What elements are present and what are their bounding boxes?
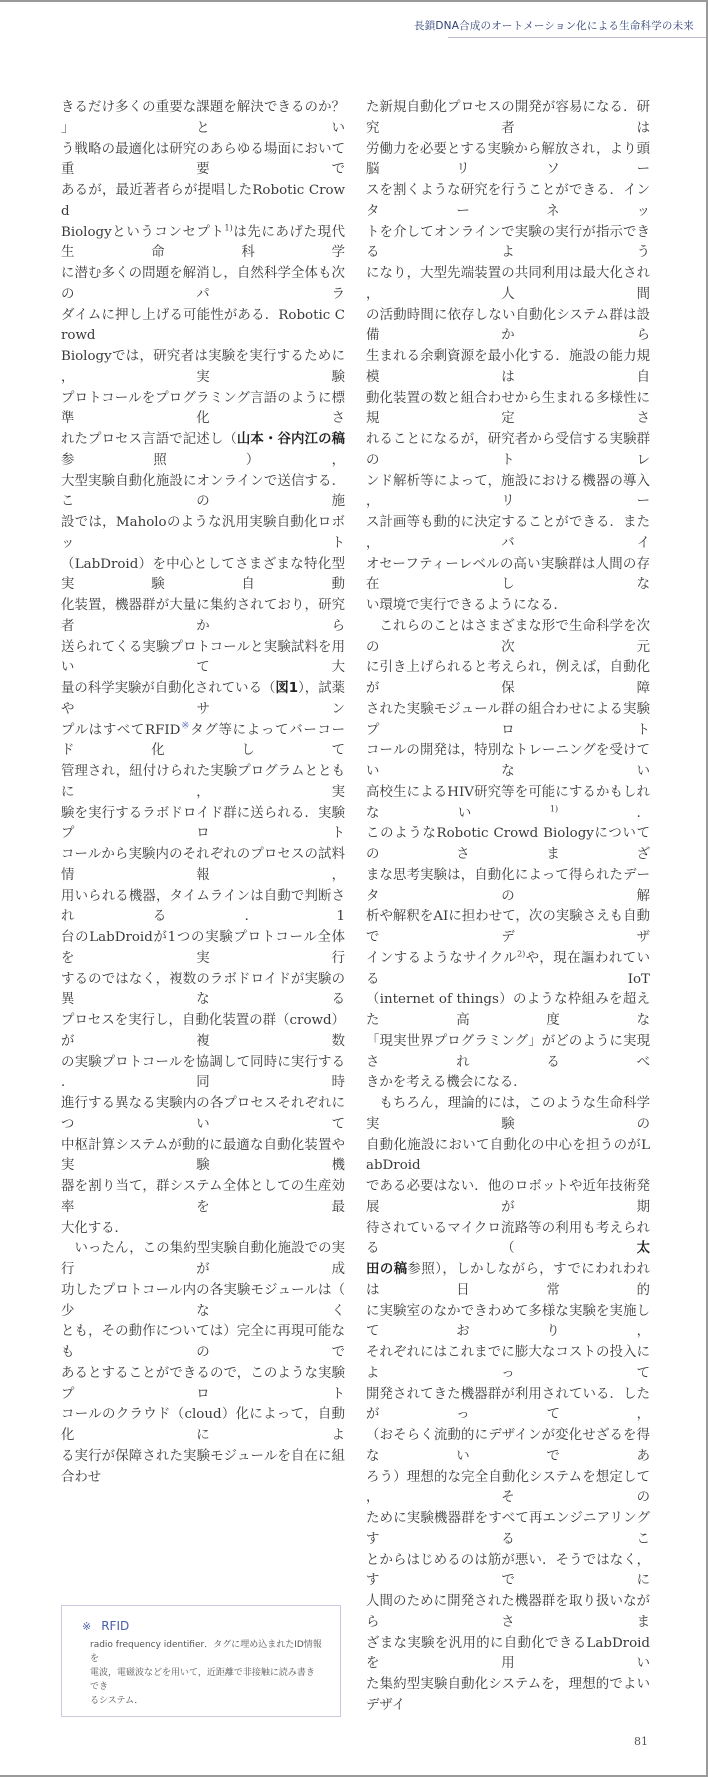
text-run: 器を割り当て，群システム全体としての生産効率を最 [61, 1179, 345, 1215]
text-line [366, 1136, 650, 1178]
text-line [366, 741, 650, 783]
text-run: 動化装置の数と組合わせから生まれる多様性に規定さ [366, 390, 650, 427]
text-run: とも，その動作については）完全に再現可能なもので [61, 1324, 345, 1360]
cross-reference: 図1 [275, 681, 299, 696]
text-line [61, 1239, 345, 1281]
text-line [366, 1551, 650, 1593]
text-run: まな思考実験は，自動化によって得られたデータの解 [366, 867, 650, 904]
footnote-body [82, 1638, 322, 1708]
text-line [61, 1136, 345, 1178]
text-run: Biologyというコンセプト [61, 224, 225, 240]
text-line [61, 223, 345, 265]
text-line [366, 949, 650, 991]
text-run: である必要はない．他のロボットや近年技術発展が期 [366, 1179, 650, 1215]
text-run: 労働力を必要とする実験から解放され，より頭脳リソー [366, 141, 650, 178]
text-run: になり，大型先端装置の共同利用は最大化され，人間 [366, 266, 650, 302]
text-run: に実験室のなかできわめて多様な実験を実施しており， [366, 1303, 650, 1340]
text-line [366, 264, 650, 306]
text-line [366, 1509, 650, 1551]
text-line [366, 1426, 650, 1468]
text-run: スを割くような研究を行うことができる．インターネッ [366, 183, 650, 219]
text-run: もちろん，理論的には，このような生命科学実験の [366, 1096, 650, 1132]
text-line [61, 1219, 345, 1240]
text-run: 進行する異なる実験内の各プロセスそれぞれについて [61, 1096, 345, 1132]
text-run: 大型実験自動化施設にオンラインで送信する．この施 [61, 473, 345, 510]
text-line [366, 1592, 650, 1634]
paragraph [366, 1094, 650, 1717]
text-line [61, 472, 345, 514]
text-run: 参照），しかしながら，すでにわれわれは日常的 [366, 1262, 651, 1298]
text-run: ），試薬やサン [61, 681, 345, 717]
text-line [61, 1405, 345, 1447]
citation-superscript: 1) [549, 804, 559, 814]
cross-reference: 太 [636, 1241, 650, 1257]
text-run: 参照）， [61, 452, 345, 468]
text-line [61, 264, 345, 306]
text-line [366, 347, 650, 389]
text-run: 化装置，機器群が大量に集約されており，研究者から [61, 598, 345, 634]
citation-superscript: 2) [517, 949, 526, 959]
text-line [61, 430, 345, 472]
text-run: あるとすることができるので，このような実験プロト [61, 1365, 345, 1402]
text-run: に引き上げられると考えられ，例えば，自動化が保障 [366, 660, 650, 696]
text-line [366, 389, 650, 431]
text-line [366, 1177, 650, 1219]
footnote-line: るシステム． [90, 1695, 144, 1706]
text-run: オセーフティーレベルの高い実験群は人間の存在しな [366, 556, 650, 593]
text-run: タグ等によってバーコード化して [61, 722, 345, 759]
text-run: 人間のために開発された機器群を取り扱いながらさま [366, 1594, 650, 1630]
text-run: （internet of things）のような枠組みを超えた高度な [366, 992, 650, 1028]
text-run: きるだけ多くの重要な課題を解決できるのか？」とい [61, 100, 345, 136]
text-line [366, 1094, 650, 1136]
text-run: 待されているマイクロ流路等の利用も考えられる（ [366, 1220, 650, 1257]
paragraph [366, 98, 650, 617]
footnote-box [61, 1605, 341, 1717]
reference-mark-icon: ※ [82, 1619, 92, 1633]
text-line [61, 181, 345, 223]
text-run: う戦略の最適化は研究のあらゆる場面において重要で [61, 141, 345, 178]
text-run: トを介してオンラインで実験の実行が指示できるよう [366, 224, 650, 261]
text-run: る実行が保障された実験モジュールを自在に組合わせ [61, 1448, 345, 1485]
text-line [61, 928, 345, 970]
text-line [61, 306, 345, 348]
text-run: ために実験機器群をすべて再エンジニアリングするこ [366, 1511, 650, 1547]
text-run: コールから実験内のそれぞれのプロセスの試料情報， [61, 847, 345, 883]
text-line [61, 679, 345, 721]
text-line [366, 555, 650, 597]
text-run: 験を実行するラボドロイド群に送られる．実験プロト [61, 805, 345, 842]
cross-reference: 田の稿 [366, 1262, 408, 1277]
text-line [366, 866, 650, 908]
text-run: （LabDroid）を中心としてさまざまな特化型実験自動 [61, 556, 345, 593]
text-line [61, 140, 345, 182]
text-line [61, 596, 345, 638]
text-line [61, 721, 345, 763]
footnote-mark: ※ [180, 720, 191, 732]
text-run: 生まれる余剰資源を最小化する．施設の能力規模は自 [366, 349, 650, 385]
page-footer [61, 1717, 650, 1777]
text-run: あるが，最近著者らが提唱したRobotic Crowd [61, 183, 345, 219]
text-run: れることになるが，研究者から受信する実験群のトレ [366, 432, 650, 468]
text-line [366, 596, 650, 617]
footnote-term: RFID [101, 1618, 130, 1633]
text-line [61, 804, 345, 846]
text-run: このようなRobotic Crowd Biologyについてのさまざ [366, 826, 650, 862]
text-run: ． [558, 805, 651, 821]
text-run: 中枢計算システムが動的に最適な自動化装置や実験機 [61, 1137, 345, 1174]
text-run: 開発されてきた機器群が利用されている．したがって， [366, 1386, 650, 1423]
text-run: Biologyでは，研究者は実験を実行するために，実験 [61, 349, 345, 385]
footnote-line: 電波，電磁波などを用いて，近距離で非接触に読み書きでき [90, 1667, 315, 1692]
text-line [366, 98, 650, 140]
text-run: 析や解釈をAIに担わせて，次の実験さえも自動でデザ [366, 909, 650, 945]
text-line [366, 1634, 650, 1676]
text-run: い環境で実行できるようになる． [366, 598, 567, 613]
cross-reference: 山本・谷内江の稿 [236, 432, 346, 447]
text-run: 台のLabDroidが1つの実験プロトコール全体を実行 [61, 930, 345, 966]
text-line [366, 990, 650, 1032]
text-run: た集約型実験自動化システムを，理想的でよいデザイ [366, 1677, 650, 1713]
left-column [61, 98, 345, 1717]
text-run: それぞれにはこれまでに膨大なコストの投入によって [366, 1345, 650, 1381]
text-run: いったん，この集約型実験自動化施設での実行が成 [61, 1241, 345, 1277]
running-header: 長鎖DNA合成のオートメーション化による生命科学の未来 [414, 20, 694, 32]
text-run: は先にあげた現代生命科学 [61, 224, 346, 261]
text-run: の実験プロトコールを協調して同時に実行する．同時 [61, 1054, 345, 1091]
text-run: インするようなサイクル [366, 950, 518, 966]
text-run: 送られてくる実験プロトコールと実験試料を用いて大 [61, 639, 345, 676]
text-line [61, 513, 345, 555]
text-line [366, 700, 650, 742]
text-run: （おそらく流動的にデザインが変化せざるを得ないであ [366, 1428, 650, 1464]
text-line [61, 1011, 345, 1053]
text-run: とからはじめるのは筋が悪い．そうではなく，すでに [366, 1552, 650, 1589]
text-line [366, 1032, 650, 1074]
text-line [61, 347, 345, 389]
text-run: れたプロセス言語で記述し（ [61, 432, 237, 447]
text-run: た新規自動化プロセスの開発が容易になる．研究者は [366, 100, 650, 136]
text-line [61, 887, 345, 929]
text-run: 「現実世界プログラミング」がどのように実現されるべ [366, 1033, 650, 1070]
text-run: ンド解析等によって，施設における機器の導入，リー [366, 473, 650, 510]
text-line [366, 1343, 650, 1385]
text-line [61, 1322, 345, 1364]
footnote-line: radio frequency identifier．タグに埋め込まれたID情報を [90, 1639, 322, 1664]
text-line [61, 1281, 345, 1323]
text-line [366, 617, 650, 659]
text-run: に潜む多くの問題を解消し，自然科学全体も次のパラ [61, 266, 345, 302]
text-line [61, 762, 345, 804]
text-run: 自動化施設において自動化の中心を担うのがLabDroid [366, 1137, 650, 1174]
text-run: 管理され，紐付けられた実験プログラムとともに，実 [61, 764, 345, 800]
column-spacer [61, 1488, 345, 1516]
text-line [366, 907, 650, 949]
text-run: 高校生によるHIV研究等を可能にするかもしれない [366, 784, 650, 821]
text-line [366, 783, 650, 825]
text-line [366, 1468, 650, 1510]
text-run: きかを考える機会になる． [366, 1075, 527, 1091]
text-run: 用いられる機器，タイムラインは自動で判断される．1 [61, 888, 345, 925]
text-line [61, 845, 345, 887]
text-run: ろう）理想的な完全自動化システムを想定して，その [366, 1469, 650, 1506]
text-line [61, 555, 345, 597]
page-number: 81 [634, 1734, 648, 1748]
text-line [366, 1385, 650, 1427]
text-line [61, 1364, 345, 1406]
text-line [366, 1302, 650, 1344]
footnote-title [82, 1618, 322, 1635]
text-run: の活動時間に依存しない自動化システム群は設備から [366, 307, 650, 344]
text-line [366, 1675, 650, 1717]
right-column [366, 98, 650, 1717]
body-columns [61, 0, 650, 1717]
text-run: 功したプロトコール内の各実験モジュールは（少なく [61, 1282, 345, 1319]
text-run: 量の科学実験が自動化されている（ [61, 681, 276, 696]
text-run: ざまな実験を汎用的に自動化できるLabDroidを用い [366, 1635, 650, 1672]
text-run: これらのことはさまざまな形で生命科学を次の次元 [366, 618, 650, 655]
text-run: プロセスを実行し，自動化装置の群（crowd）が複数 [61, 1013, 345, 1049]
text-line [366, 513, 650, 555]
text-line [61, 1094, 345, 1136]
text-line [61, 638, 345, 680]
text-line [366, 824, 650, 866]
text-run: ス計画等も動的に決定することができる．また，バイ [366, 515, 650, 551]
paragraph [61, 98, 345, 1239]
text-line [366, 181, 650, 223]
text-run: プルはすべてRFID [61, 722, 181, 738]
text-line [366, 306, 650, 348]
text-run: 設では，Maholoのような汎用実験自動化ロボット [61, 515, 345, 551]
text-line [61, 1447, 345, 1489]
text-line [366, 1219, 650, 1261]
paragraph [366, 617, 650, 1094]
text-line [366, 1073, 650, 1094]
text-line [366, 472, 650, 514]
text-run: や，現在謳われているIoT [366, 950, 650, 987]
text-line [366, 1260, 650, 1302]
citation-superscript: 1) [224, 223, 233, 233]
text-line [366, 658, 650, 700]
text-run: するのではなく，複数のラボドロイドが実験の異なる [61, 971, 345, 1008]
text-run: された実験モジュール群の組合わせによる実験プロト [366, 701, 650, 738]
text-line [61, 970, 345, 1012]
text-line [61, 98, 345, 140]
text-run: コールの開発は，特別なトレーニングを受けていない [366, 743, 650, 779]
text-line [366, 140, 650, 182]
text-line [61, 1177, 345, 1219]
text-line [366, 223, 650, 265]
paragraph [61, 1239, 345, 1488]
text-run: 大化する． [61, 1220, 128, 1236]
text-run: プロトコールをプログラミング言語のように標準化さ [61, 390, 345, 427]
text-line [61, 389, 345, 431]
text-run: ダイムに押し上げる可能性がある．Robotic Crowd [61, 307, 345, 344]
right-column-text [366, 98, 650, 1717]
text-line [366, 430, 650, 472]
text-run: コールのクラウド（cloud）化によって，自動化によ [61, 1407, 345, 1443]
text-line [61, 1053, 345, 1095]
left-column-text [61, 98, 345, 1488]
